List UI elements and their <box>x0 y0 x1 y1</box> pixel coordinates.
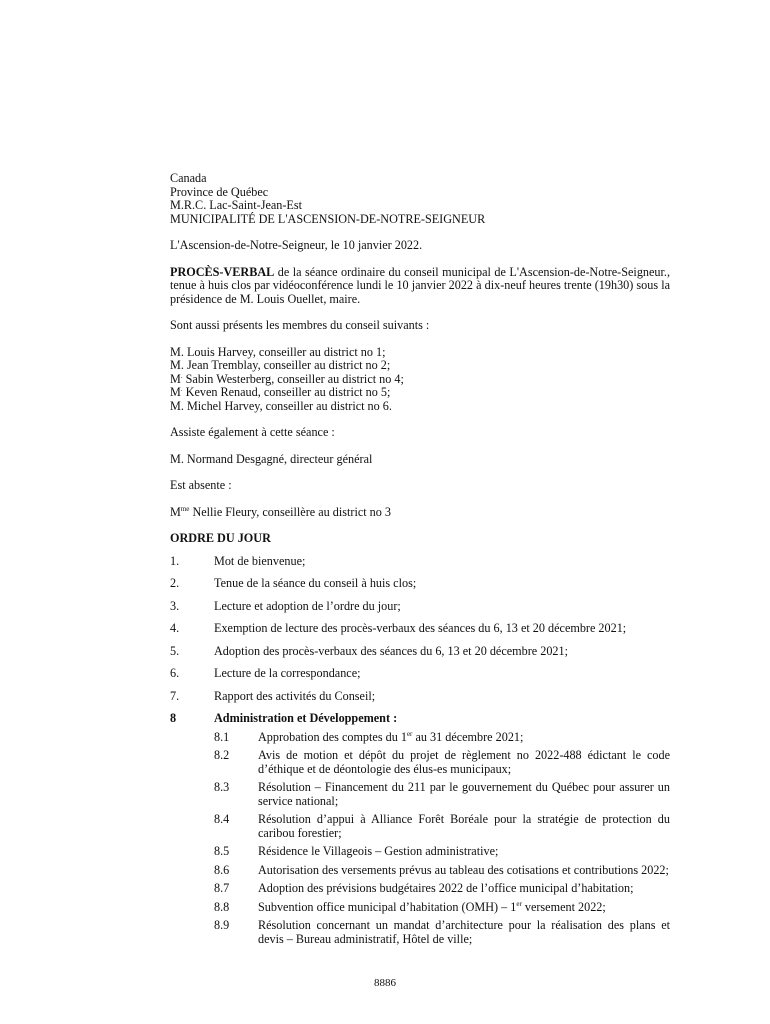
agenda-subitem-text <box>258 919 670 946</box>
agenda-subitem-text <box>258 882 670 896</box>
header-country: Canada <box>170 171 207 185</box>
member-title: M <box>170 385 181 399</box>
agenda-subitem-text <box>258 813 670 840</box>
member-line <box>170 359 670 373</box>
proces-verbal-paragraph <box>170 266 670 307</box>
agenda-subitem <box>170 749 670 776</box>
member-line <box>170 400 670 414</box>
agenda-subitem-text-part: versement 2022; <box>521 899 606 914</box>
agenda-subitem-sup: er <box>406 729 413 738</box>
agenda-section-number: 8 <box>170 711 177 725</box>
agenda-item-number: 3. <box>170 598 180 613</box>
agenda-item-number: 6. <box>170 666 180 680</box>
member-name: Jean Tremblay, conseiller au district no 2; <box>183 358 391 372</box>
agenda-subitem-number: 8.3 <box>214 780 230 794</box>
agenda-subitem <box>170 882 670 896</box>
member-title: M <box>170 371 181 386</box>
agenda-subitem-text-part: Résidence le Villageois – Gestion administrative; <box>258 844 499 858</box>
document-header <box>170 172 670 226</box>
agenda-subitem-text <box>258 864 670 878</box>
assist-intro: Assiste également à cette séance : <box>170 425 335 439</box>
agenda-subitem-text <box>258 781 670 808</box>
agenda-subitem-number: 8.7 <box>214 881 230 895</box>
proces-verbal-title: PROCÈS-VERBAL <box>170 264 275 279</box>
agenda-item-text: Tenue de la séance du conseil à huis clos; <box>214 576 417 590</box>
agenda-subitem-text-part: Subvention office municipal d’habitation (OMH) – 1 <box>258 899 517 914</box>
agenda-subitem-text <box>258 731 670 745</box>
agenda-subitem-number: 8.1 <box>214 729 230 744</box>
agenda-subitem <box>170 864 670 878</box>
agenda-item <box>170 667 670 681</box>
agenda-subitem <box>170 731 670 745</box>
agenda-item-text: Mot de bienvenue; <box>214 553 306 568</box>
agenda-item <box>170 622 670 636</box>
member-name: Michel Harvey, conseiller au district no 6. <box>183 398 392 413</box>
agenda-subitem <box>170 919 670 946</box>
present-intro: Sont aussi présents les membres du conseil suivants : <box>170 318 430 332</box>
agenda-item <box>170 577 670 591</box>
agenda-subitem <box>170 813 670 840</box>
agenda-subitem-text-part: Adoption des prévisions budgétaires 2022 de l’office municipal d’habitation; <box>258 881 634 895</box>
agenda-subitem-text-part: Autorisation des versements prévus au tableau des cotisations et contributions 2022; <box>258 862 669 877</box>
member-title: M. <box>170 358 184 372</box>
agenda-subitem-text-part: Avis de motion et dépôt du projet de règlement no 2022-488 édictant le code d’éthique et de déontologie des élus-es municipaux; <box>258 748 670 776</box>
absent-title-sup: me <box>180 504 190 513</box>
member-name: Louis Harvey, conseiller au district no 1; <box>183 344 386 359</box>
page-number: 8886 <box>374 977 396 989</box>
absent-person <box>170 506 670 520</box>
member-title: M. <box>170 398 184 413</box>
place-date: L'Ascension-de-Notre-Seigneur, le 10 janvier 2022. <box>170 238 423 252</box>
agenda-item-text: Lecture et adoption de l’ordre du jour; <box>214 598 401 613</box>
agenda-item-text: Exemption de lecture des procès-verbaux des séances du 6, 13 et 20 décembre 2021; <box>214 621 627 635</box>
agenda-list <box>170 555 670 947</box>
absent-intro: Est absente : <box>170 478 232 492</box>
agenda-item-text: Lecture de la correspondance; <box>214 666 361 680</box>
absent-name: Nellie Fleury, conseillère au district no 3 <box>189 504 392 519</box>
agenda-subitem-number: 8.2 <box>214 748 230 762</box>
member-name: Keven Renaud, conseiller au district no 5; <box>182 385 391 399</box>
document-body <box>170 172 670 946</box>
header-province: Province de Québec <box>170 184 269 199</box>
agenda-subitem <box>170 845 670 859</box>
agenda-item-number: 7. <box>170 688 180 703</box>
agenda-subitem-text-part: au 31 décembre 2021; <box>412 729 524 744</box>
agenda-item <box>170 555 670 569</box>
agenda-item-number: 1. <box>170 553 180 568</box>
agenda-item-number: 4. <box>170 621 180 635</box>
agenda-item <box>170 690 670 704</box>
agenda-subitem-text <box>258 901 670 915</box>
absent-title: M <box>170 504 181 519</box>
agenda-subitem <box>170 901 670 915</box>
agenda-subitem-text <box>258 749 670 776</box>
agenda-subitem-number: 8.4 <box>214 812 230 826</box>
member-line <box>170 386 670 400</box>
agenda-subitem-text-part: Résolution – Financement du 211 par le gouvernement du Québec pour assurer un service national; <box>258 780 670 808</box>
agenda-subitem <box>170 781 670 808</box>
member-line <box>170 346 670 360</box>
agenda-subitem-text-part: Approbation des comptes du 1 <box>258 729 407 744</box>
agenda-item-text: Rapport des activités du Conseil; <box>214 688 376 703</box>
agenda-item-text: Adoption des procès-verbaux des séances du 6, 13 et 20 décembre 2021; <box>214 643 569 658</box>
member-title: M. <box>170 344 184 359</box>
member-title-sup: . <box>180 371 183 380</box>
agenda-section-8 <box>170 712 670 726</box>
member-name: Sabin Westerberg, conseiller au district no 4; <box>182 371 404 386</box>
header-municipality: MUNICIPALITÉ DE L'ASCENSION-DE-NOTRE-SEIGNEUR <box>170 211 486 226</box>
agenda-item <box>170 600 670 614</box>
proces-verbal-text: de la séance ordinaire du conseil municipal de L'Ascension-de-Notre-Seigneur., tenue à huis clos par vidéoconférence lundi le 10 janvier 2022 à dix-neuf heures trente (19h30) sous la présidence de M. Louis Ouellet, maire. <box>170 264 670 306</box>
agenda-item-number: 2. <box>170 576 180 590</box>
agenda-subitem-number: 8.6 <box>214 862 230 877</box>
agenda-subitem-text-part: Résolution d’appui à Alliance Forêt Boréale pour la stratégie de protection du caribou forestier; <box>258 812 670 840</box>
agenda-subitem-number: 8.8 <box>214 899 230 914</box>
agenda-subitem-text <box>258 845 670 859</box>
agenda-title: ORDRE DU JOUR <box>170 531 271 545</box>
agenda-section-title: Administration et Développement : <box>214 711 398 725</box>
members-list <box>170 346 670 414</box>
member-title-sup: . <box>180 385 183 393</box>
member-line <box>170 373 670 387</box>
agenda-item <box>170 645 670 659</box>
agenda-subitem-text-part: Résolution concernant un mandat d’architecture pour la réalisation des plans et devis – Bureau administratif, Hôtel de ville; <box>258 918 670 946</box>
agenda-subitem-number: 8.5 <box>214 844 230 858</box>
agenda-item-number: 5. <box>170 643 180 658</box>
header-mrc: M.R.C. Lac-Saint-Jean-Est <box>170 198 303 212</box>
agenda-subitem-sup: er <box>516 899 522 908</box>
assist-person: M. Normand Desgagné, directeur général <box>170 451 373 466</box>
agenda-subitem-number: 8.9 <box>214 918 230 932</box>
